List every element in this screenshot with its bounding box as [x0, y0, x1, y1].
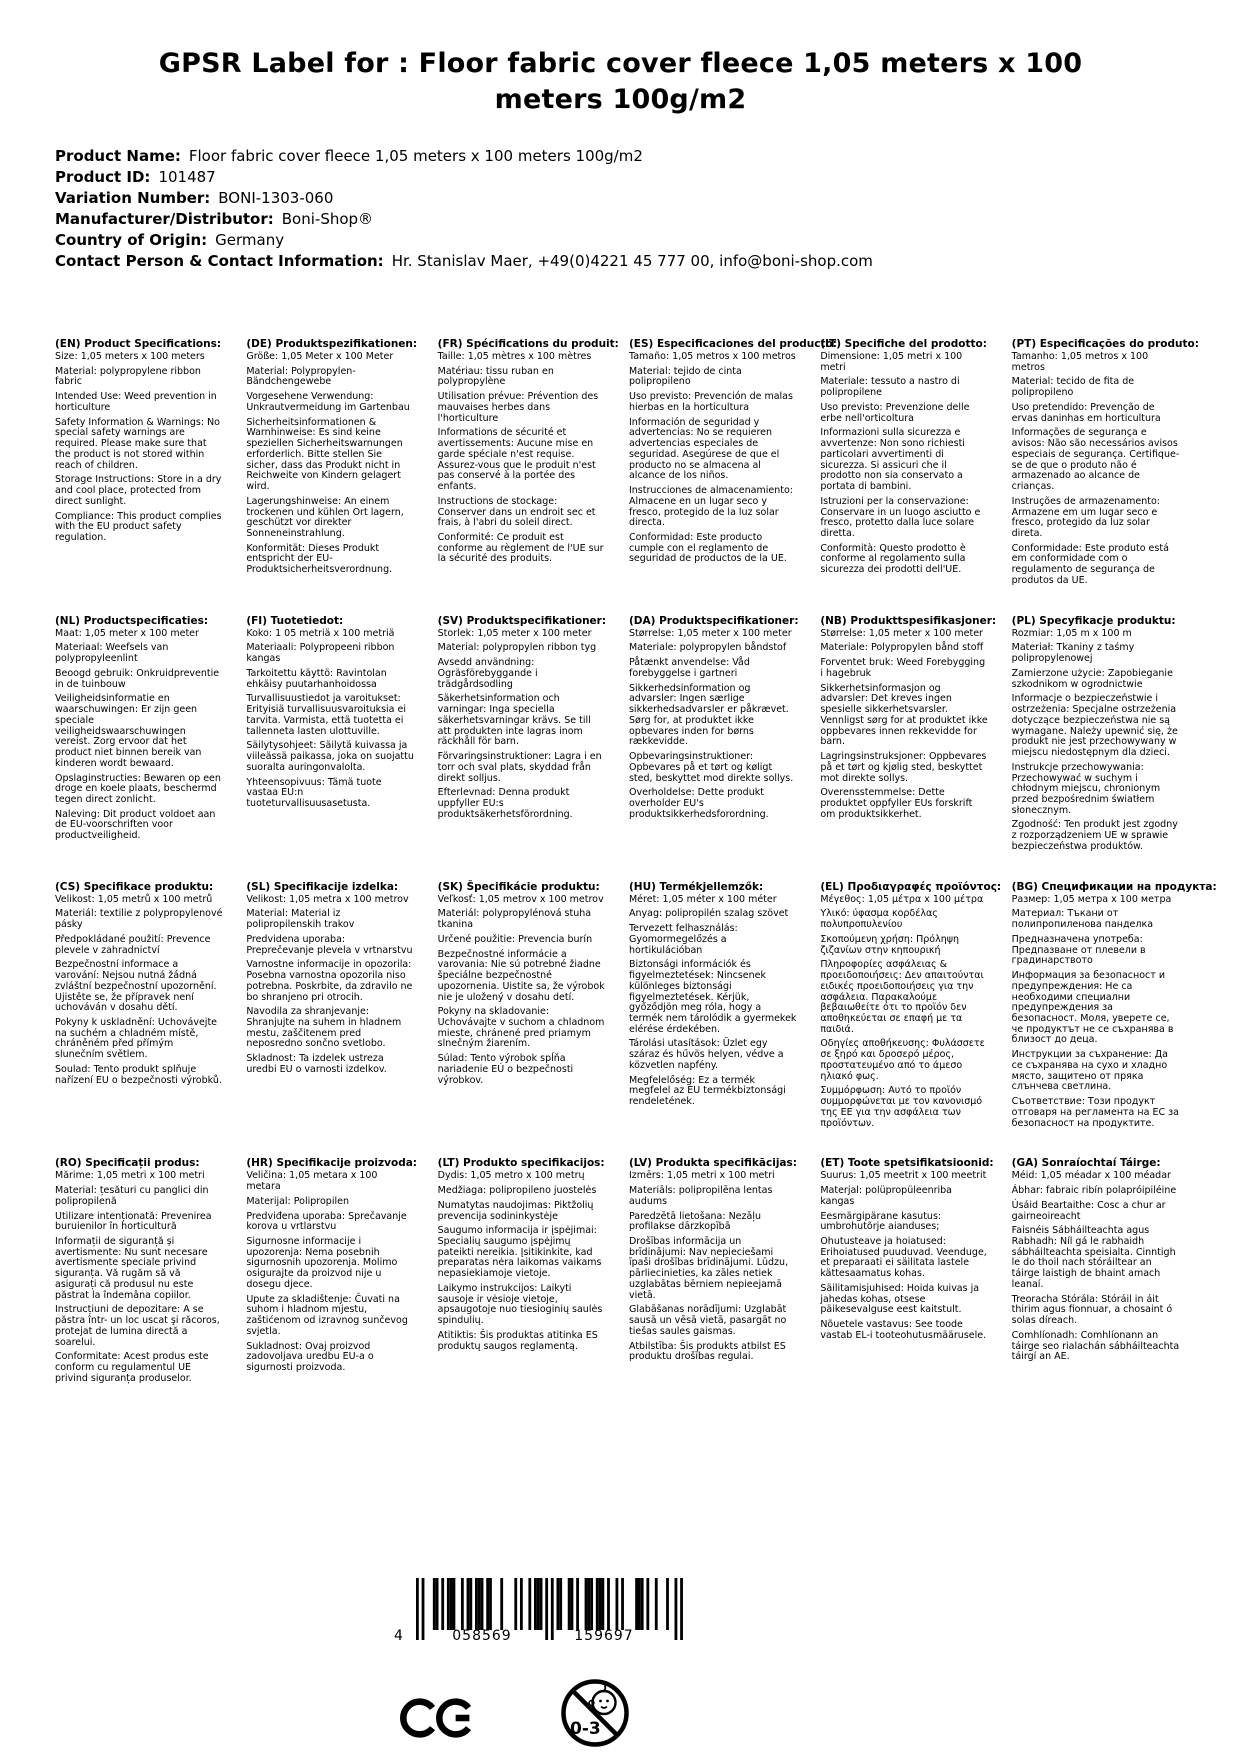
spec-paragraph: Velikost: 1,05 metrů x 100 metrů — [55, 893, 213, 905]
spec-paragraph: Lagringsinstruksjoner: Oppbevares på et tørt og kjølig sted, beskyttet mot direkte sollys. — [820, 751, 987, 784]
spec-paragraph: Sikkerhetsinformasjon og advarsler: Det kreves ingen spesielle sikkerhetsvarsler. Vennligst sørg for at produktet ikke oppbevares innen rekkevidde for barn. — [820, 682, 988, 748]
spec-paragraph: Opbevaringsinstruktioner: Opbevares på et tørt og køligt sted, beskyttet mod direkte sollys. — [628, 751, 794, 784]
spec-paragraph: Συμμόρφωση: Αυτό το προϊόν συμμορφώνεται με τον κανονισμό της ΕΕ για την ασφάλεια των προϊόντων. — [820, 1085, 983, 1129]
spec-paragraph: Vorgesehene Verwendung: Unkrautvermeidung im Gartenbau — [246, 391, 410, 413]
spec-paragraph: Tervezett felhasználás: Gyomormegelőzés a hortikulációban — [628, 923, 738, 956]
barcode-digits-right: 159697 — [574, 1628, 634, 1644]
spec-paragraph: Materiale: Polypropylen bånd stoff — [820, 642, 984, 654]
spec-paragraph: Méret: 1,05 méter x 100 méter — [628, 893, 777, 905]
spec-block — [820, 1157, 994, 1345]
spec-paragraph: Medžiaga: polipropileno juostelės — [437, 1185, 597, 1197]
spec-paragraph: Οδηγίες αποθήκευσης: Φυλάσσετε σε ξηρό και δροσερό μέρος, προστατευμένο από το άμεσο ηλιακό φως. — [820, 1038, 985, 1082]
spec-paragraphs — [820, 629, 988, 821]
spec-paragraph: Размер: 1,05 метра x 100 метра — [1011, 893, 1172, 905]
spec-paragraphs — [438, 1171, 606, 1352]
spec-paragraph: Tamanho: 1,05 metros x 100 metros — [1011, 351, 1149, 373]
info-value: BONI-1303-060 — [218, 189, 334, 207]
spec-paragraphs — [438, 895, 606, 1087]
info-label: Product ID: — [55, 168, 151, 186]
spec-header: (PL) Specyfikacje produktu: — [1011, 614, 1176, 627]
spec-paragraphs — [246, 1171, 414, 1373]
spec-paragraphs — [246, 895, 414, 1076]
spec-paragraph: Sukladnost: Ovaj proizvod zadovoljava uredbu EU-a o sigurnosti proizvoda. — [246, 1340, 374, 1374]
spec-paragraph: Utilizare intenționată: Prevenirea buruienilor în horticultură — [55, 1210, 212, 1233]
spec-paragraphs — [629, 1171, 797, 1363]
spec-paragraph: Informacje o bezpieczeństwie i ostrzeżenia: Specjalne ostrzeżenia dotyczące bezpieczeństwa nie są wymagane. Należy upewnić się, że produkt nie jest przechowywany w miejscu niedostępnym dla dzieci. — [1011, 693, 1178, 759]
spec-header: (SV) Produktspecifikationer: — [437, 614, 607, 627]
spec-header: (HR) Specifikacije proizvoda: — [246, 1157, 418, 1170]
info-value: 101487 — [158, 168, 216, 186]
spec-paragraph: Yhteensopivuus: Tämä tuote vastaa EU:n tuoteturvallisuusasetusta. — [246, 776, 382, 809]
info-value: Hr. Stanislav Maer, +49(0)4221 45 777 00, info@boni-shop.com — [391, 252, 873, 270]
spec-paragraph: Predviđena uporaba: Sprečavanje korova u vrtlarstvu — [246, 1210, 407, 1233]
spec-header: (NL) Productspecificaties: — [55, 614, 209, 627]
spec-block — [628, 338, 837, 569]
spec-header: (BG) Спецификации на продукта: — [1011, 880, 1217, 893]
spec-paragraph: Instrucciones de almacenamiento: Almacene en un lugar seco y fresco, protegido de la luz solar directa. — [628, 485, 793, 529]
spec-paragraphs — [820, 895, 988, 1130]
spec-paragraph: Matériau: tissu ruban en polypropylène — [437, 365, 554, 388]
age-warning-0-3-icon — [558, 1676, 632, 1750]
spec-paragraph: Zgodność: Ten produkt jest zgodny z rozporządzeniem UE w sprawie bezpieczeństwa produktów. — [1011, 819, 1178, 852]
spec-paragraph: Méid: 1,05 méadar x 100 méadar — [1011, 1170, 1171, 1182]
spec-paragraph: Opslaginstructies: Bewaren op een droge en koele plaats, beschermd tegen direct zonlicht. — [55, 772, 221, 805]
spec-paragraphs — [55, 629, 223, 842]
spec-header: (LT) Produkto specifikacijos: — [437, 1157, 605, 1170]
spec-paragraph: Informații de siguranță și avertismente: Nu sunt necesare avertismente speciale privind siguranța. Vă rugăm să vă asigurați că produsul nu este păstrat la îndemâna copiilor. — [55, 1236, 208, 1301]
barcode-digit-first: 4 — [394, 1628, 404, 1644]
spec-paragraph: Upute za skladištenje: Čuvati na suhom i hladnom mjestu, zaštićenom od izravnog sunčevog svjetla. — [246, 1293, 408, 1337]
spec-paragraph: Eesmärgipärane kasutus: umbrohutõrje aianduses; — [820, 1210, 942, 1233]
spec-paragraph: Pokyny na skladovanie: Uchovávajte v suchom a chladnom mieste, chránené pred priamym slnečným žiarením. — [437, 1006, 605, 1050]
spec-paragraph: Informazioni sulla sicurezza e avvertenze: Non sono richiesti particolari avvertimenti di sicurezza. Si assicuri che il prodotto non sia conservato a portata di bambini. — [820, 427, 965, 493]
spec-paragraphs — [1012, 352, 1180, 587]
spec-paragraph: Conformidade: Este produto está em conformidade com o regulamento de segurança de produtos da UE. — [1011, 542, 1169, 586]
spec-paragraph: Πληροφορίες ασφάλειας & προειδοποιήσεις: Δεν απαιτούνται ειδικές προειδοποιήσεις για την ασφάλεια. Παρακαλούμε βεβαιωθείτε ότι το προϊόν δεν αποθηκεύεται σε επαφή με τα παιδιά. — [820, 959, 984, 1035]
spec-paragraph: Conformità: Questo prodotto è conforme al regolamento sulla sicurezza dei prodotti dell'UE. — [820, 542, 966, 576]
spec-block — [1011, 338, 1199, 591]
spec-paragraph: Turvallisuustiedot ja varoitukset: Erityisiä turvallisuusvaroituksia ei tarvita. Varmista, että tuotetta ei tallenneta lasten ulottuville. — [246, 693, 407, 737]
spec-paragraph: Ábhar: fabraic ribín polapróipiléine — [1011, 1185, 1177, 1197]
barcode-digits-left: 058569 — [452, 1628, 512, 1644]
spec-paragraph: Informations de sécurité et avertissements: Aucune mise en garde spéciale n'est requise. Assurez-vous que le produit n'est pas conservé à la portée des enfants. — [437, 427, 596, 493]
spec-paragraph: Materjal: polüpropüleenriba kangas — [820, 1185, 952, 1207]
spec-paragraph: Material: tejido de cinta polipropileno — [628, 365, 742, 388]
spec-paragraph: Laikymo instrukcijos: Laikyti sausoje ir vėsioje vietoje, apsaugotoje nuo tiesioginių saulės spindulių. — [437, 1282, 603, 1327]
spec-paragraphs — [820, 352, 988, 576]
spec-paragraph: Atbilstība: Šis produkts atbilst ES produktu drošības regulai. — [628, 1340, 786, 1363]
spec-paragraph: Sicherheitsinformationen & Warnhinweise: Es sind keine speziellen Sicherheitswarnungen erforderlich. Bitte stellen Sie sicher, dass das Produkt nicht in Reichweite von Kindern gelagert wird. — [246, 416, 403, 493]
spec-paragraphs — [246, 629, 414, 810]
spec-paragraph: Maat: 1,05 meter x 100 meter — [55, 627, 199, 639]
spec-paragraph: Material: tecido de fita de polipropileno — [1011, 376, 1135, 399]
info-label: Variation Number: — [55, 189, 211, 207]
spec-paragraph: Größe: 1,05 Meter x 100 Meter — [246, 351, 394, 362]
spec-paragraphs — [438, 629, 606, 821]
spec-paragraph: Biztonsági információk és figyelmeztetések: Nincsenek különleges biztonsági figyelmeztetések. Kérjük, győződjön meg róla, hogy a termék nem tárolódik a gyermekek elérése érdekében. — [628, 959, 797, 1035]
spec-paragraph: Treoracha Stórála: Stóráil in áit thirim agus fionnuar, a chosaint ó solas díreach. — [1011, 1293, 1173, 1327]
spec-paragraph: Anyag: polipropilén szalag szövet — [628, 908, 789, 920]
spec-paragraph: Υλικό: ύφασμα κορδέλας πολυπροπυλενίου — [820, 908, 938, 931]
spec-paragraphs — [246, 352, 414, 576]
product-info-row — [55, 167, 1186, 188]
spec-paragraph: Съответствие: Този продукт отговаря на регламента на ЕС за безопасност на продуктите. — [1011, 1096, 1179, 1129]
spec-paragraph: Säkerhetsinformation och varningar: Inga speciella säkerhetsvarningar krävs. Se till att produkten inte lagras inom räckhåll för barn. — [437, 693, 591, 748]
spec-paragraph: Veľkosť: 1,05 metrov x 100 metrov — [437, 893, 604, 905]
spec-paragraph: Koko: 1 05 metriä x 100 metriä — [246, 627, 395, 639]
spec-block — [438, 881, 606, 1091]
spec-header: (EN) Product Specifications: — [55, 338, 222, 350]
spec-paragraph: Velikost: 1,05 metra x 100 metrov — [246, 893, 409, 905]
spec-paragraph: Utilisation prévue: Prévention des mauvaises herbes dans l'horticulture — [437, 391, 599, 424]
spec-paragraphs — [820, 1171, 988, 1341]
spec-paragraph: Tárolási utasítások: Üzlet egy száraz és hűvös helyen, védve a közvetlen napfény. — [628, 1038, 784, 1071]
spec-paragraph: Intended Use: Weed prevention in horticulture — [55, 391, 217, 413]
spec-paragraph: Lagerungshinweise: An einem trockenen und kühlen Ort lagern, geschützt vor direkter Sonneneinstrahlung. — [246, 495, 404, 540]
spec-paragraphs — [55, 352, 223, 544]
spec-paragraph: Úsáid Beartaithe: Cosc a chur ar gairneoireacht — [1011, 1199, 1166, 1222]
spec-header: (EL) Προδιαγραφές προϊόντος: — [820, 880, 1002, 893]
spec-paragraphs — [1012, 629, 1180, 853]
spec-paragraphs — [55, 1171, 223, 1384]
spec-paragraph: Compliance: This product complies with the EU product safety regulation. — [55, 510, 222, 544]
product-info-row — [55, 146, 1186, 167]
spec-paragraph: Instructions de stockage: Conserver dans un endroit sec et frais, à l'abri du soleil direct. — [437, 495, 596, 529]
spec-header: (ES) Especificaciones del producto: — [628, 338, 837, 350]
spec-paragraph: Varnostne informacije in opozorila: Posebna varnostna opozorila niso potrebna. Poskrbite, da zdravilo ne bo shranjeno pri otrocih. — [246, 959, 413, 1003]
spec-header: (ET) Toote spetsifikatsioonid: — [820, 1157, 994, 1170]
spec-paragraph: Soulad: Tento produkt splňuje nařízení EU o bezpečnosti výrobků. — [55, 1063, 222, 1086]
spec-block — [55, 881, 223, 1091]
spec-paragraph: Ohutusteave ja hoiatused: Erihoiatused puuduvad. Veenduge, et preparaati ei säilitata lastele kättesaamatus kohas. — [820, 1236, 987, 1280]
spec-paragraph: Storlek: 1,05 meter x 100 meter — [437, 627, 592, 639]
spec-paragraph: Skladnost: Ta izdelek ustreza uredbi EU o varnosti izdelkov. — [246, 1053, 387, 1075]
spec-paragraph: Påtænkt anvendelse: Våd forebyggelse i gartneri — [628, 657, 750, 679]
spec-paragraph: Uso pretendido: Prevenção de ervas daninhas em horticultura — [1011, 401, 1161, 424]
spec-paragraph: Størrelse: 1,05 meter x 100 meter — [628, 627, 792, 639]
spec-paragraphs — [629, 352, 797, 565]
spec-paragraph: Material: Material iz polipropilenskih trakov — [246, 908, 355, 931]
spec-header: (SK) Špecifikácie produktu: — [437, 880, 600, 893]
spec-paragraph: Forventet bruk: Weed Forebygging i hagebruk — [820, 657, 986, 679]
spec-paragraph: Dimensione: 1,05 metri x 100 metri — [820, 351, 963, 373]
spec-paragraph: Materiaali: Polypropeeni ribbon kangas — [246, 642, 395, 665]
spec-paragraph: Glabāšanas norādījumi: Uzglabāt sausā un vēsā vietā, pasargāt no tiešas saules gaismas. — [628, 1304, 787, 1337]
spec-paragraph: Storage Instructions: Store in a dry and cool place, protected from direct sunlight. — [55, 474, 222, 507]
spec-block — [438, 1157, 606, 1356]
age-warning-label: 0-3 — [570, 1719, 601, 1739]
product-info-row — [55, 188, 1186, 209]
spec-header: (DE) Produktspezifikationen: — [246, 338, 418, 350]
spec-paragraph: Conformité: Ce produit est conforme au règlement de l'UE sur la sécurité des produits. — [437, 532, 604, 565]
spec-paragraph: Material: polypropylene ribbon fabric — [55, 365, 201, 388]
spec-paragraph: Förvaringsinstruktioner: Lagra i en torr och sval plats, skyddad från direkt solljus. — [437, 751, 602, 784]
spec-paragraph: Σκοπούμενη χρήση: Πρόληψη ζιζανίων στην κηπουρική — [820, 933, 960, 956]
spec-paragraphs — [1012, 895, 1180, 1130]
spec-paragraph: Saugumo informacija ir įspėjimai: Specialių saugumo įspėjimų pateikti nereikia. Įsitikinkite, kad preparatas nėra laikomas vaikams nepasiekiamoje vietoje. — [437, 1225, 602, 1280]
spec-block — [1012, 615, 1180, 857]
spec-paragraph: Comhlíonadh: Comhlíonann an táirge seo rialachán sábháilteachta táirgí an AE. — [1011, 1329, 1180, 1363]
spec-paragraph: Materiál: polypropylénová stuha tkanina — [437, 908, 592, 931]
spec-paragraph: Instruções de armazenamento: Armazene em um lugar seco e fresco, protegido da luz solar direta. — [1011, 495, 1160, 540]
spec-paragraphs — [438, 352, 606, 565]
info-label: Manufacturer/Distributor: — [55, 210, 274, 228]
spec-paragraph: Numatytas naudojimas: Piktžolių prevencija sodininkystėje — [437, 1199, 594, 1222]
spec-paragraph: Konformität: Dieses Produkt entspricht der EU-Produktsicherheitsverordnung. — [246, 542, 393, 576]
spec-paragraph: Overholdelse: Dette produkt overholder EU's produktsikkerhedsforordning. — [628, 787, 769, 820]
spec-paragraph: Faisnéis Sábháilteachta agus Rabhadh: Níl gá le rabhaidh sábháilteachta speisialta. Cinntigh le do thoil nach stóráiltear an táirge laistigh de bhaint amach leanaí. — [1011, 1225, 1176, 1290]
spec-paragraph: Drošības informācija un brīdinājumi: Nav nepieciešami īpaši drošības brīdinājumi. Lūdzu, pārliecinieties, ka zāles netiek uzglabātas bērniem nepieejamā vietā. — [628, 1236, 789, 1301]
spec-paragraph: Предназначена употреба: Предпазване от плевели в градинарството — [1011, 933, 1146, 967]
spec-paragraph: Veiligheidsinformatie en waarschuwingen: Er zijn geen speciale veiligheidswaarschuwingen vereist. Zorg ervoor dat het product niet binnen bereik van kinderen wordt bewaard. — [55, 693, 202, 769]
spec-header: (CS) Specifikace produktu: — [55, 880, 214, 893]
spec-paragraph: Taille: 1,05 mètres x 100 mètres — [437, 351, 592, 362]
spec-paragraph: Materiale: polypropylen båndstof — [628, 642, 787, 654]
spec-paragraph: Atitiktis: Šis produktas atitinka ES produktų saugos reglamentą. — [437, 1329, 598, 1352]
spec-paragraph: Mărime: 1,05 metri x 100 metri — [55, 1170, 205, 1182]
spec-header: (LV) Produkta specifikācijas: — [628, 1157, 797, 1170]
spec-paragraph: Navodila za shranjevanje: Shranjujte na suhem in hladnem mestu, zaščitenem pred neposredno sončno svetlobo. — [246, 1006, 402, 1050]
spec-paragraph: Información de seguridad y advertencias: No se requieren advertencias especiales de seguridad. Asegúrese de que el producto no se almacena al alcance de los niños. — [628, 416, 780, 482]
spec-block — [1012, 1157, 1180, 1367]
spec-block — [246, 1157, 418, 1377]
spec-paragraph: Informações de segurança e avisos: Não são necessários avisos especiais de segurança. Certifique-se de que o produto não é armazenado ao alcance de crianças. — [1011, 427, 1180, 493]
product-info-row — [55, 209, 1186, 230]
spec-header: (GA) Sonraíochtaí Táirge: — [1011, 1157, 1161, 1170]
spec-paragraph: Tamaño: 1,05 metros x 100 metros — [628, 351, 796, 362]
info-value: Floor fabric cover fleece 1,05 meters x 100 meters 100g/m2 — [188, 147, 643, 165]
info-value: Germany — [215, 231, 285, 249]
spec-paragraph: Efterlevnad: Denna produkt uppfyller EU:s produktsäkerhetsförordning. — [437, 787, 573, 820]
spec-paragraph: Tarkoitettu käyttö: Ravintolan ehkäisy puutarhanhoidossa — [246, 667, 387, 690]
spec-paragraph: Rozmiar: 1,05 m x 100 m — [1011, 627, 1132, 639]
spec-block — [246, 338, 418, 580]
spec-paragraph: Информация за безопасност и предупреждения: Не са необходими специални предупреждения за безопасност. Моля, уверете се, че продуктът не се съхранява в близост до деца. — [1011, 970, 1174, 1046]
spec-paragraph: Conformitate: Acest produs este conform cu regulamentul UE privind siguranța produselor. — [55, 1351, 209, 1384]
specs-grid — [55, 338, 1217, 1389]
barcode — [390, 1578, 690, 1658]
spec-paragraph: Predvidena uporaba: Preprečevanje plevela v vrtnarstvu — [246, 933, 413, 956]
spec-paragraph: Instrukcje przechowywania: Przechowywać w suchym i chłodnym miejscu, chronionym przed bezpośrednim światłem słonecznym. — [1011, 761, 1161, 816]
spec-paragraph: Paredzētā lietošana: Nezāļu profilakse dārzkopībā — [628, 1210, 761, 1233]
spec-paragraph: Určené použitie: Prevencia burín — [437, 933, 593, 945]
spec-paragraph: Megfelelőség: Ez a termék megfelel az EU termékbiztonsági rendeletének. — [628, 1074, 786, 1108]
spec-block — [820, 880, 1002, 1134]
spec-paragraph: Naleving: Dit product voldoet aan de EU-voorschriften voor productveiligheid. — [55, 808, 216, 842]
spec-paragraph: Μέγεθος: 1,05 μέτρα x 100 μέτρα — [820, 893, 984, 905]
spec-paragraph: Veličina: 1,05 metara x 100 metara — [246, 1170, 378, 1193]
spec-block — [629, 615, 797, 825]
spec-paragraph: Sigurnosne informacije i upozorenja: Nema posebnih sigurnosnih upozorenja. Molimo osigurajte da proizvod nije u dosegu djece. — [246, 1236, 398, 1290]
spec-paragraph: Materiāls: polipropilēna lentas audums — [628, 1185, 773, 1207]
spec-paragraph: Nõuetele vastavus: See toode vastab EL-i tooteohutusmäärusele. — [820, 1319, 987, 1341]
spec-paragraph: Pokyny k uskladnění: Uchovávejte na suchém a chladném místě, chráněném před přímým slunečním světlem. — [55, 1016, 218, 1061]
spec-paragraph: Materiál: textilie z polypropylenové pásky — [55, 908, 223, 931]
info-label: Product Name: — [55, 147, 181, 165]
spec-paragraph: Materiał: Tkaniny z taśmy polipropylenowej — [1011, 642, 1135, 665]
spec-header: (FR) Spécifications du produit: — [437, 338, 619, 350]
spec-paragraph: Instrucțiuni de depozitare: A se păstra într- un loc uscat şi răcoros, protejat de lumina directă a soarelui. — [55, 1304, 220, 1348]
spec-paragraph: Safety Information & Warnings: No special safety warnings are required. Please make sure that the product is not stored within reach of children. — [55, 416, 220, 471]
spec-block — [437, 338, 619, 569]
spec-paragraph: Beoogd gebruik: Onkruidpreventie in de tuinbouw — [55, 667, 220, 690]
spec-paragraph: Conformidad: Este producto cumple con el reglamento de seguridad de productos de la UE. — [628, 532, 787, 565]
info-label: Contact Person & Contact Information: — [55, 252, 384, 270]
spec-header: (SL) Specifikacije izdelka: — [246, 880, 399, 893]
spec-block — [438, 615, 606, 825]
page-title: GPSR Label for : Floor fabric cover fleece 1,05 meters x 100 meters 100g/m2 — [158, 48, 1083, 116]
spec-paragraph: Dydis: 1,05 metro x 100 metrų — [437, 1170, 585, 1182]
spec-paragraph: Инструкции за съхранение: Да се съхранява на сухо и хладно място, защитено от пряка слънчева светлина. — [1011, 1049, 1169, 1093]
spec-header: (HU) Termékjellemzők: — [628, 880, 764, 893]
spec-paragraph: Avsedd användning: Ogräsförebyggande i trädgårdsodling — [437, 657, 538, 690]
spec-header: (IT) Specifiche del prodotto: — [820, 338, 987, 350]
spec-paragraph: Material: țesături cu panglici din polipropilenă — [55, 1185, 209, 1207]
spec-paragraph: Zamierzone użycie: Zapobieganie szkodnikom w ogrodnictwie — [1011, 667, 1173, 690]
info-value: Boni-Shop® — [281, 210, 374, 228]
spec-header: (DA) Produktspecifikationer: — [628, 614, 799, 627]
spec-block — [55, 1157, 223, 1388]
spec-paragraph: Uso previsto: Prevenzione delle erbe nell'orticoltura — [820, 401, 970, 424]
spec-paragraph: Uso previsto: Prevención de malas hierbas en la horticultura — [628, 391, 793, 413]
info-label: Country of Origin: — [55, 231, 208, 249]
spec-paragraphs — [629, 895, 797, 1108]
ce-mark-icon — [400, 1686, 472, 1750]
spec-paragraphs — [629, 629, 797, 821]
spec-paragraph: Súlad: Tento výrobok spĺňa nariadenie EÚ o bezpečnosti výrobkov. — [437, 1053, 574, 1086]
spec-paragraph: Materiaal: Weefsels van polypropyleenlint — [55, 642, 169, 665]
spec-paragraph: Säilytysohjeet: Säilytä kuivassa ja viileässä paikassa, joka on suojattu suoralta auringonvalolta. — [246, 740, 414, 773]
spec-block — [55, 615, 223, 846]
spec-block — [246, 881, 414, 1080]
spec-block — [246, 615, 414, 814]
spec-header: (RO) Specificații produs: — [55, 1157, 200, 1170]
spec-header: (PT) Especificações do produto: — [1011, 338, 1199, 350]
spec-paragraph: Bezpečnostné informácie a varovania: Nie sú potrebné žiadne špeciálne bezpečnostné upozornenia. Uistite sa, že výrobok nie je uložený v dosahu detí. — [437, 948, 605, 1003]
product-info — [55, 146, 1186, 272]
spec-paragraph: Size: 1,05 meters x 100 meters — [55, 351, 205, 362]
spec-paragraphs — [55, 895, 223, 1087]
spec-block — [629, 1157, 797, 1367]
spec-paragraph: Materijal: Polipropilen — [246, 1195, 349, 1207]
spec-paragraph: Istruzioni per la conservazione: Conservare in un luogo asciutto e fresco, protetto dalla luce solare diretta. — [820, 495, 981, 540]
spec-block — [55, 338, 223, 548]
spec-paragraph: Bezpečnostní informace a varování: Nejsou nutná žádná zvláštní bezpečnostní upozornění. Ujistěte se, že přípravek není uchováván v dosahu dětí. — [55, 959, 217, 1014]
spec-paragraph: Předpokládané použití: Prevence plevele v zahradnictví — [55, 933, 211, 956]
spec-header: (NB) Produkttspesifikasjoner: — [820, 614, 997, 627]
product-info-row — [55, 251, 1186, 272]
spec-paragraphs — [1012, 1171, 1180, 1363]
spec-paragraph: Størrelse: 1,05 meter x 100 meter — [820, 627, 983, 639]
spec-block — [820, 338, 988, 580]
spec-paragraph: Suurus: 1,05 meetrit x 100 meetrit — [820, 1170, 987, 1182]
spec-block — [820, 614, 997, 825]
spec-paragraph: Материал: Тъкани от полипропиленова панделка — [1011, 908, 1154, 931]
spec-paragraph: Säilitamisjuhised: Hoida kuivas ja jahedas kohas, otsese päikesevalguse eest kaitstult. — [820, 1282, 980, 1316]
spec-block — [629, 881, 797, 1112]
spec-paragraph: Overensstemmelse: Dette produktet oppfyller EUs forskrift om produktsikkerhet. — [820, 787, 973, 820]
product-info-row — [55, 230, 1186, 251]
spec-header: (FI) Tuotetiedot: — [246, 614, 344, 627]
spec-block — [1011, 880, 1217, 1134]
spec-paragraph: Materiale: tessuto a nastro di polipropilene — [820, 376, 960, 399]
spec-paragraph: Izmērs: 1,05 metri x 100 metri — [628, 1170, 775, 1182]
spec-paragraph: Material: Polypropylen-Bändchengewebe — [246, 365, 356, 388]
spec-paragraph: Material: polypropylen ribbon tyg — [437, 642, 597, 654]
spec-paragraph: Sikkerhedsinformation og advarsler: Ingen særlige sikkerhedsadvarsler er påkrævet. Sørg for, at produktet ikke opbevares inden for børns rækkevidde. — [628, 682, 789, 748]
